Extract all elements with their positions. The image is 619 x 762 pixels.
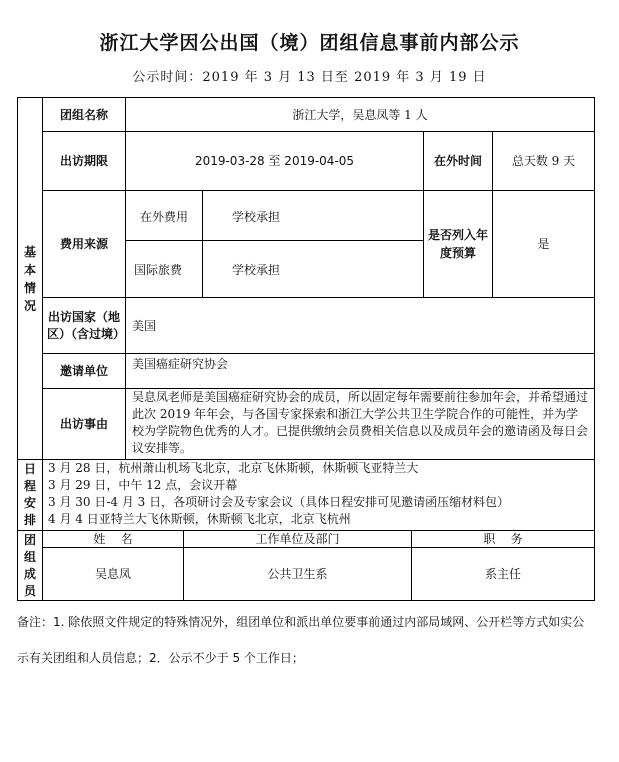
- member-title: 系主任: [484, 567, 521, 581]
- schedule-item: 3 月 29 日，中午 12 点，会议开幕: [48, 478, 238, 492]
- group-name-value: 浙江大学，吴息凤等 1 人: [292, 107, 428, 122]
- abroad-cost-value: 学校承担: [232, 210, 281, 224]
- travel-cost-value: 学校承担: [232, 263, 281, 277]
- reason-value: 吴息凤老师是美国癌症研究协会的成员，所以固定每年需要前往参加年会，并希望通过此次 2019 年年会，与各国专家探索和浙江大学公共卫生学院合作的可能性，并为学校为学院物色优秀的人才。已提供缴纳会员费相关信息以及成员年会的邀请函及每日会议安排等。: [132, 390, 589, 455]
- notes-line-1: 备注：1. 除依照文件规定的特殊情况外，组团单位和派出单位要事前通过内部局域网、公开栏等方式如实公: [17, 615, 585, 629]
- member-header-name: 姓 名: [93, 532, 133, 546]
- schedule-item: 3 月 30 日-4 月 3 日，各项研讨会及专家会议（具体日程安排可见邀请函压缩材料包）: [48, 495, 510, 509]
- notes-line-2: 示有关团组和人员信息；2．公示不少于 5 个工作日；: [17, 651, 304, 665]
- country-label: 出访国家（地区）（含过境）: [47, 309, 126, 341]
- members-section-label: 团 组 成 员: [23, 532, 36, 598]
- schedule-item: 4 月 4 日亚特兰大飞休斯顿，休斯顿飞北京，北京飞杭州: [48, 512, 351, 526]
- group-name-label: 团组名称: [59, 107, 108, 122]
- abroad-time-value: 总天数 9 天: [511, 154, 576, 168]
- schedule-item: 3 月 28 日，杭州萧山机场飞北京，北京飞休斯顿，休斯顿飞亚特兰大: [48, 461, 419, 475]
- travel-cost-label: 国际旅费: [134, 263, 183, 277]
- inviter-value: 美国癌症研究协会: [132, 357, 229, 371]
- abroad-cost-label: 在外费用: [140, 210, 189, 224]
- budget-label: 是否列入年度预算: [428, 228, 489, 260]
- basic-section-label: 基 本 情 况: [23, 244, 36, 313]
- visit-period-value: 2019-03-28 至 2019-04-05: [194, 154, 355, 168]
- member-header-title: 职 务: [483, 532, 523, 546]
- budget-value: 是: [537, 237, 550, 251]
- reason-label: 出访事由: [59, 417, 108, 431]
- funding-label: 费用来源: [59, 237, 108, 251]
- country-value: 美国: [132, 318, 157, 333]
- publicity-period: 公示时间：2019 年 3 月 13 日至 2019 年 3 月 19 日: [132, 70, 487, 85]
- member-unit: 公共卫生系: [267, 567, 328, 581]
- member-name: 吴息凤: [94, 567, 131, 581]
- schedule-section-label: 日 程 安 排: [23, 462, 36, 527]
- member-header-unit: 工作单位及部门: [255, 532, 340, 546]
- page-title: 浙江大学因公出国（境）团组信息事前内部公示: [99, 32, 520, 54]
- abroad-time-label: 在外时间: [433, 154, 482, 168]
- inviter-label: 邀请单位: [59, 364, 108, 378]
- visit-period-label: 出访期限: [59, 154, 108, 168]
